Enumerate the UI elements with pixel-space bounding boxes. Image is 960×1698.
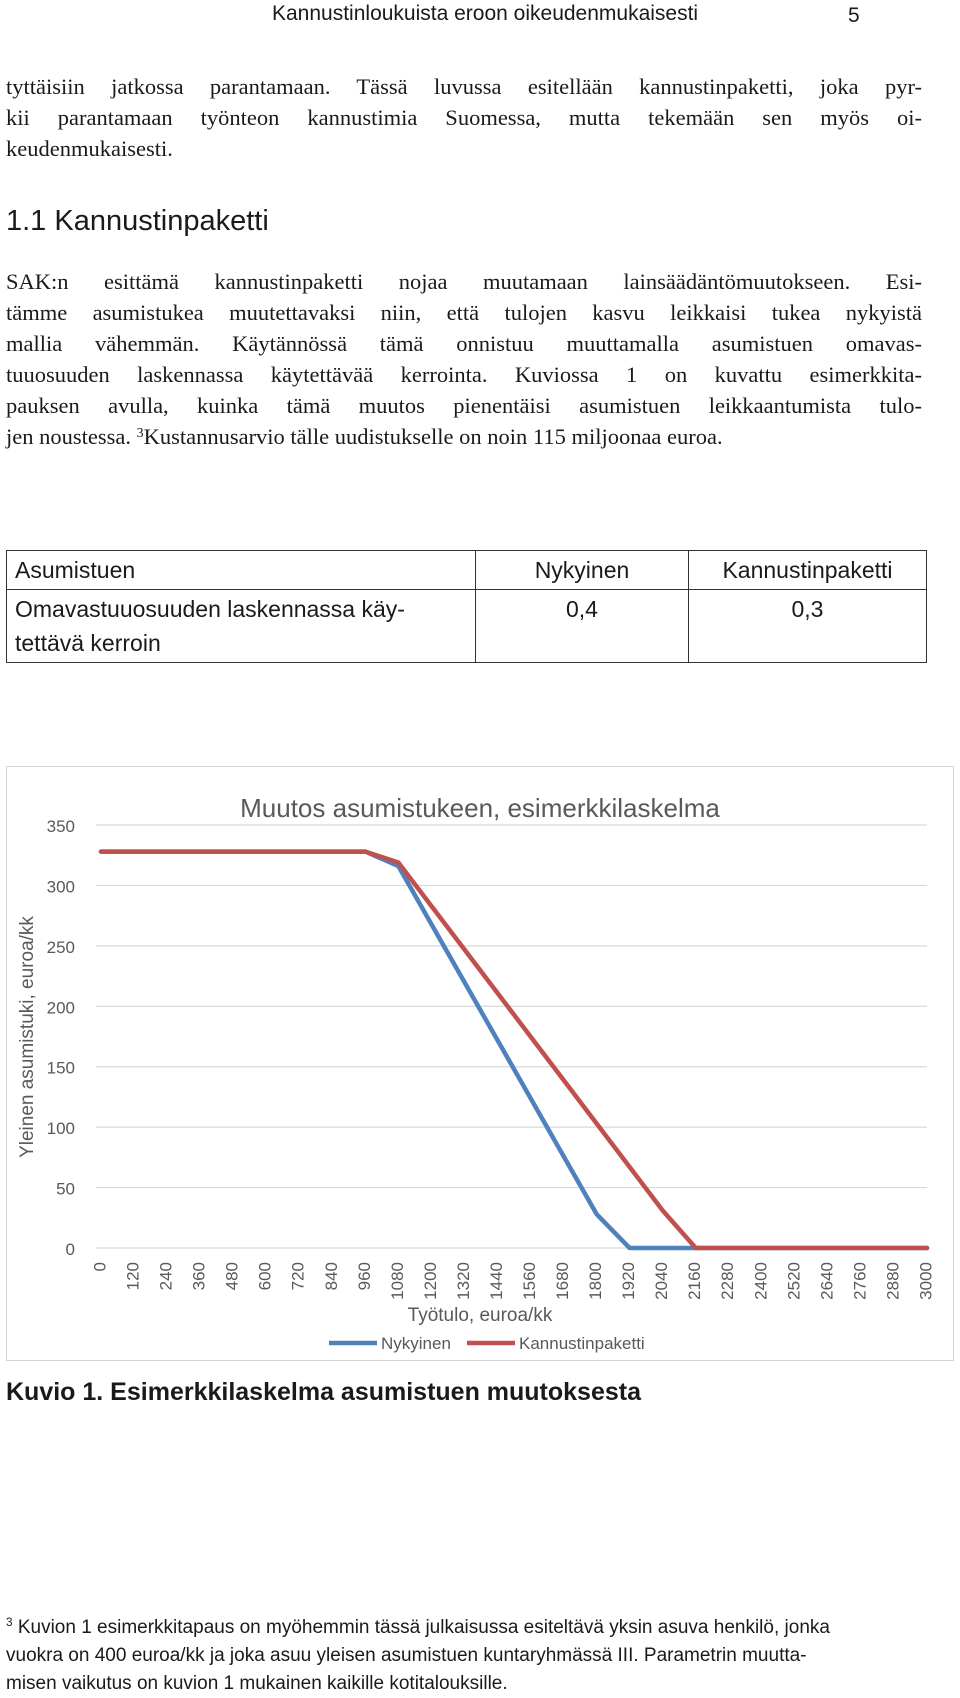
- x-tick-label: 2520: [784, 1262, 804, 1300]
- section-paragraph: [6, 266, 922, 452]
- x-tick-label: 2880: [883, 1262, 903, 1300]
- x-tick-label: 240: [156, 1262, 176, 1291]
- text-line: SAK:n esittämä kannustinpaketti nojaa muutamaan lainsäädäntömuutokseen. Esi-: [6, 269, 922, 294]
- x-axis-label: Työtulo, euroa/kk: [407, 1305, 553, 1326]
- x-tick-label: 2400: [751, 1262, 771, 1300]
- x-tick-label: 2640: [817, 1262, 837, 1300]
- x-tick-label: 3000: [916, 1262, 936, 1300]
- x-tick-label: 360: [189, 1262, 209, 1291]
- x-tick-label: 2040: [652, 1262, 672, 1300]
- y-tick-label: 250: [46, 937, 75, 957]
- footnote-line: [6, 1614, 946, 1642]
- label-line: tettävä kerroin: [15, 630, 161, 656]
- y-tick-label: 50: [56, 1179, 75, 1199]
- x-tick-label: 2280: [718, 1262, 738, 1300]
- y-tick-label: 100: [46, 1119, 75, 1139]
- text-line: tyttäisiin jatkossa parantamaan. Tässä luvussa esitellään kannustinpaketti, joka pyr-: [6, 74, 922, 99]
- parameter-table: [6, 550, 927, 663]
- x-tick-label: 2160: [685, 1262, 705, 1300]
- table-header-cell: Kannustinpaketti: [689, 551, 927, 590]
- x-tick-label: 960: [354, 1262, 374, 1291]
- x-tick-label: 2760: [850, 1262, 870, 1300]
- table-cell-package: 0,3: [689, 590, 927, 663]
- intro-paragraph: [6, 71, 922, 164]
- x-tick-label: 600: [255, 1262, 275, 1291]
- x-tick-label: 720: [288, 1262, 308, 1291]
- table-header-row: [7, 551, 927, 590]
- line-chart: [7, 767, 953, 1360]
- text-fragment: Kustannusarvio tälle uudistukselle on noin 115 miljoonaa euroa.: [143, 424, 723, 449]
- text-line: [6, 421, 922, 452]
- y-axis-label: Yleinen asumistuki, euroa/kk: [17, 916, 38, 1158]
- series-line-1: [101, 852, 927, 1248]
- table-row: [7, 590, 927, 663]
- section-heading: 1.1 Kannustinpaketti: [6, 205, 269, 237]
- series-line-2: [101, 852, 927, 1248]
- text-line: tuuosuuden laskennassa käytettävää kerrointa. Kuviossa 1 on kuvattu esimerkkita-: [6, 362, 922, 387]
- x-tick-label: 1080: [387, 1262, 407, 1300]
- page-number: 5: [848, 4, 860, 27]
- footnote: [6, 1614, 946, 1698]
- text-line: pauksen avulla, kuinka tämä muutos pienentäisi asumistuen leikkaantumista tulo-: [6, 393, 922, 418]
- footnote-line: misen vaikutus on kuvion 1 mukainen kaikille kotitalouksille.: [6, 1673, 508, 1694]
- label-line: Omavastuuosuuden laskennassa käy-: [15, 596, 405, 622]
- y-tick-label: 200: [46, 998, 75, 1018]
- x-tick-label: 0: [90, 1262, 110, 1272]
- x-tick-label: 1440: [486, 1262, 506, 1300]
- text-fragment: jen noustessa.: [6, 424, 131, 449]
- x-tick-label: 1680: [553, 1262, 573, 1300]
- running-header: Kannustinloukuista eroon oikeudenmukaisesti: [272, 2, 699, 25]
- footnote-line: vuokra on 400 euroa/kk ja joka asuu yleisen asumistuen kuntaryhmässä III. Parametrin muutta-: [6, 1645, 807, 1666]
- x-tick-label: 1320: [453, 1262, 473, 1300]
- text-fragment: Kuvion 1 esimerkkitapaus on myöhemmin tässä julkaisussa esiteltävä yksin asuva henkilö, jonka: [17, 1617, 830, 1638]
- x-tick-label: 1920: [619, 1262, 639, 1300]
- x-tick-label: 1200: [420, 1262, 440, 1300]
- table-cell-current: 0,4: [476, 590, 689, 663]
- x-tick-label: 1560: [520, 1262, 540, 1300]
- y-tick-label: 350: [46, 817, 75, 836]
- y-tick-label: 300: [46, 877, 75, 897]
- table-header-cell: Nykyinen: [476, 551, 689, 590]
- table-header-cell: Asumistuen: [7, 551, 476, 590]
- x-tick-label: 480: [222, 1262, 242, 1291]
- y-tick-label: 0: [65, 1240, 75, 1259]
- x-tick-label: 840: [321, 1262, 341, 1291]
- chart-container: [6, 766, 954, 1361]
- text-line: mallia vähemmän. Käytännössä tämä onnistuu muuttamalla asumistuen omavas-: [6, 331, 922, 356]
- x-tick-label: 1800: [586, 1262, 606, 1300]
- footnote-number: 3: [6, 1616, 13, 1629]
- x-tick-label: 120: [123, 1262, 143, 1291]
- y-tick-label: 150: [46, 1058, 75, 1078]
- legend-label-2: Kannustinpaketti: [519, 1334, 645, 1353]
- figure-caption: Kuvio 1. Esimerkkilaskelma asumistuen muutoksesta: [6, 1378, 641, 1406]
- text-line: tämme asumistukea muutettavaksi niin, että tulojen kasvu leikkaisi tukea nykyistä: [6, 300, 922, 325]
- text-line: keudenmukaisesti.: [6, 136, 173, 161]
- legend-label-1: Nykyinen: [381, 1334, 451, 1353]
- text-line: kii parantamaan työnteon kannustimia Suomessa, mutta tekemään sen myös oi-: [6, 105, 922, 130]
- chart-title: Muutos asumistukeen, esimerkkilaskelma: [240, 793, 720, 823]
- footnote-reference[interactable]: 3: [136, 426, 144, 441]
- table-row-label: [7, 590, 476, 663]
